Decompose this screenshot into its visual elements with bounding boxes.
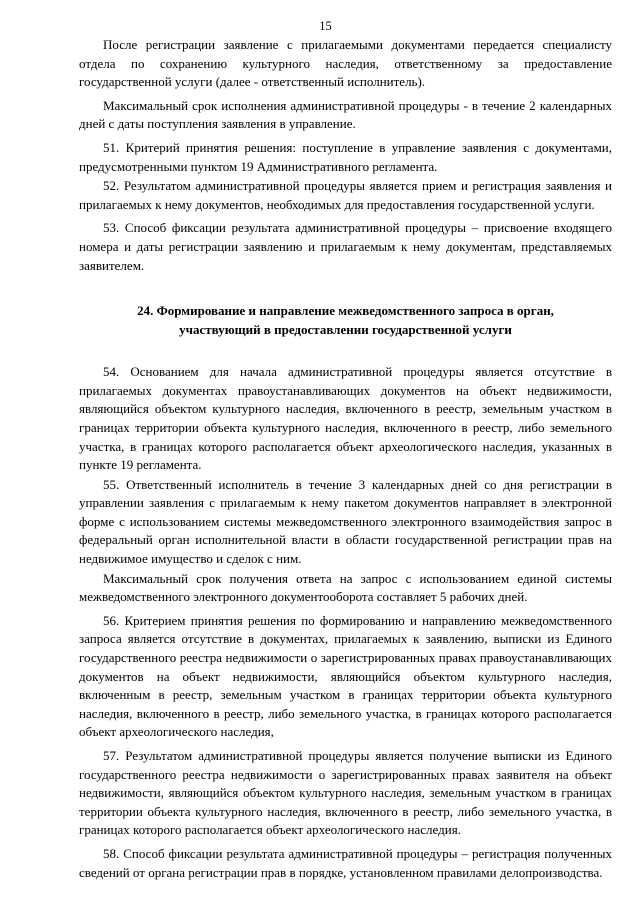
page-number: 15 [319, 19, 332, 33]
paragraph-51: 51. Критерий принятия решения: поступление в управление заявления с документами, предусмотренными пунктом 19 Административного регламента. [79, 139, 612, 174]
section-heading-line-2: участвующий в предоставлении государственной услуги [179, 322, 512, 338]
paragraph-52: 52. Результатом административной процедуры является прием и регистрация заявления и прилагаемых к нему документов, необходимых для предоставления государственной услуги. [79, 178, 612, 212]
section-heading-24 [79, 301, 612, 339]
paragraph-max-term-response: Максимальный срок получения ответа на запрос с использованием единой системы межведомственного электронного документооборота составляет 5 рабочих дней. [79, 570, 612, 605]
paragraph-53: 53. Способ фиксации результата административной процедуры – присвоение входящего номера и даты регистрации заявлению и прилагаемым к нему документам, представляемых заявителем. [79, 220, 612, 273]
paragraph-57: 57. Результатом административной процедуры является получение выписки из Единого государственного реестра недвижимости о зарегистрированных правах заявителя на объект недвижимости, являющийся объектом культурного наследия, земельным участком в границах территории объекта культурного наследия, включенного в реестр, либо земельного участка, в границах которого располагается объект археологического наследия. [79, 748, 612, 838]
paragraph-56: 56. Критерием принятия решения по формированию и направлению межведомственного запроса является отсутствие в документах, прилагаемых к заявлению, выписки из Единого государственного реестра недвижимости о зарегистрированных правах правоустанавливающих документов на объект недвижимости, являющийся объектом культурного наследия, включенным в реестр, земельным участком в границах территории объекта культурного наследия, включенного в реестр, либо земельного участка, в границах которого располагается объект археологического наследия, [79, 612, 612, 740]
section-heading-line-1: 24. Формирование и направление межведомственного запроса в орган, [137, 303, 554, 319]
paragraph-transfer-to-specialist: После регистрации заявление с прилагаемыми документами передается специалисту отдела по сохранению культурного наследия, ответственному за предоставление государственной услуги (далее - ответственный исполнитель). [79, 37, 612, 90]
paragraph-55: 55. Ответственный исполнитель в течение 3 календарных дней со дня регистрации в управлении заявления с прилагаемым к нему пакетом документов направляет в электронной форме с использованием системы межведомственного электронного взаимодействия запрос в федеральный орган исполнительной власти в области государственной регистрации прав на недвижимое имущество и сделок с ним. [79, 476, 612, 567]
paragraph-max-term-registration: Максимальный срок исполнения административной процедуры - в течение 2 календарных дней с даты поступления заявления в управление. [79, 97, 612, 132]
paragraph-58: 58. Способ фиксации результата административной процедуры – регистрация полученных сведений от органа регистрации прав в порядке, установленном правилами делопроизводства. [79, 845, 612, 880]
paragraph-54: 54. Основанием для начала административной процедуры является отсутствие в прилагаемых документах правоустанавливающих документов на объект недвижимости, являющийся объектом культурного наследия, включенного в реестр, земельным участком в границах территории объекта культурного наследия, включенного в реестр, либо земельного участка, в границах которого располагается объект археологического наследия, указанных в пункте 19 регламента. [79, 364, 612, 473]
